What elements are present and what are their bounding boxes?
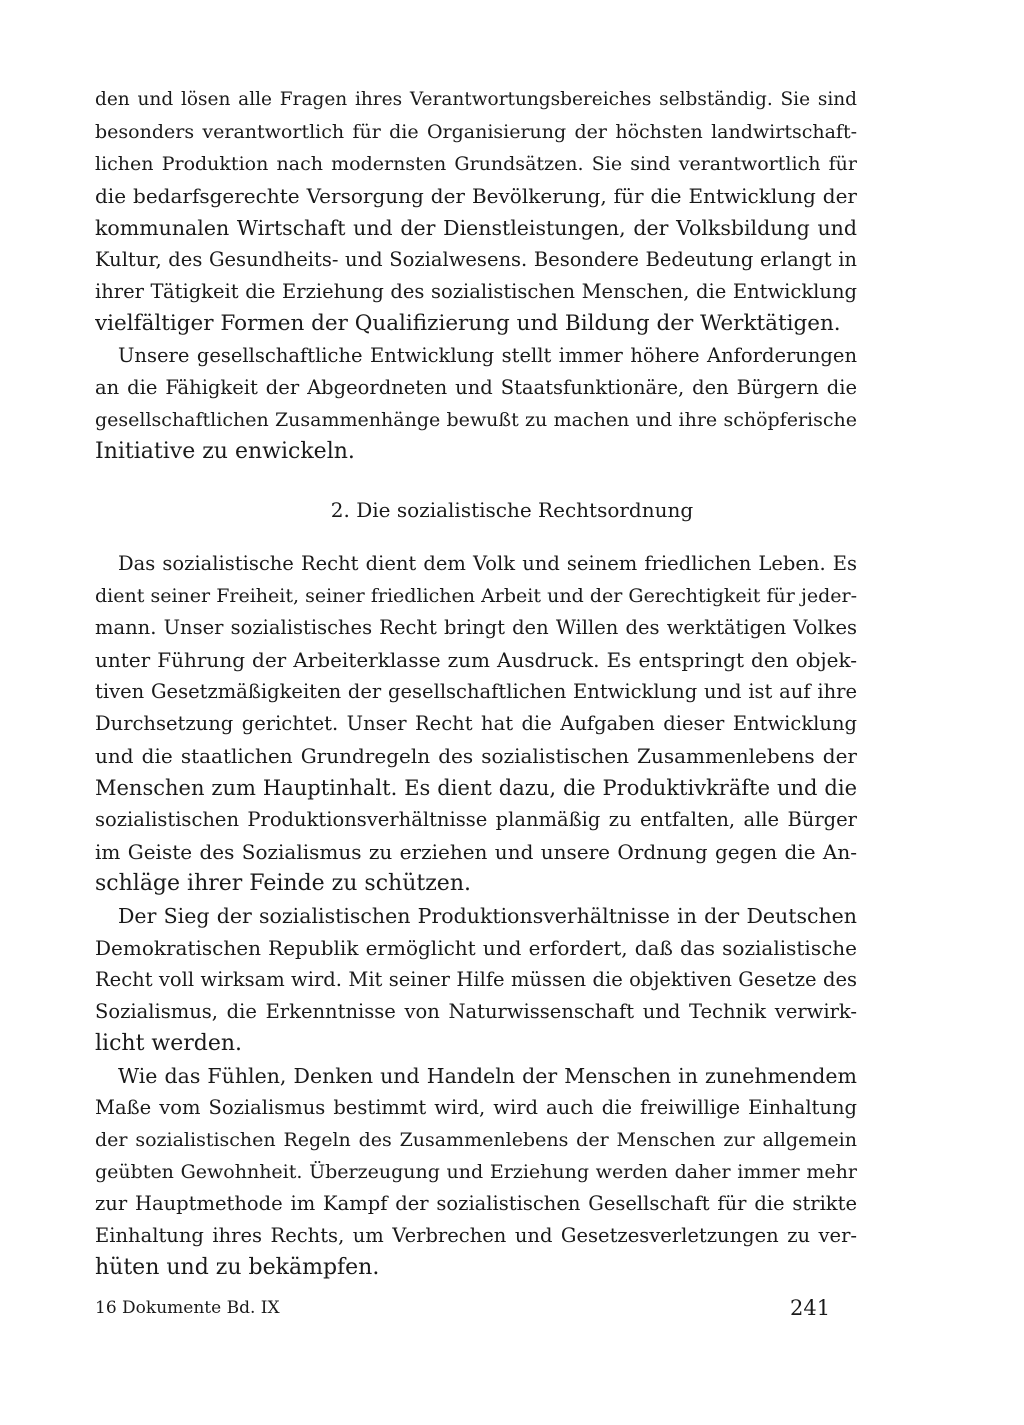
text-line: im Geiste des Sozialismus zu erziehen und unsere Ordnung gegen die An- — [95, 840, 857, 864]
text-line: Durchsetzung gerichtet. Unser Recht hat die Aufgaben dieser Entwicklung — [95, 712, 857, 735]
text-line: zur Hauptmethode im Kampf der sozialistischen Gesellschaft für die strikte — [95, 1192, 857, 1215]
text-line: Das sozialistische Recht dient dem Volk und seinem friedlichen Leben. Es — [118, 552, 857, 575]
text-line: Einhaltung ihres Rechts, um Verbrechen und Gesetzesverletzungen zu ver- — [95, 1224, 857, 1247]
text-line: Sozialismus, die Erkenntnisse von Naturwissenschaft und Technik verwirk- — [95, 1000, 857, 1023]
text-line: Recht voll wirksam wird. Mit seiner Hilfe müssen die objektiven Gesetze des — [95, 968, 857, 991]
text-line: geübten Gewohnheit. Überzeugung und Erziehung werden daher immer mehr — [95, 1161, 857, 1183]
text-line: mann. Unser sozialistisches Recht bringt den Willen des werktätigen Volkes — [95, 616, 857, 639]
text-line: und die staatlichen Grundregeln des sozialistischen Zusammenlebens der — [95, 744, 857, 768]
text-line: der sozialistischen Regeln des Zusammenlebens der Menschen zur allgemein — [95, 1129, 857, 1151]
text-line: licht werden. — [95, 1031, 243, 1056]
text-line: dient seiner Freiheit, seiner friedlichen Arbeit und der Gerechtigkeit für jeder- — [95, 585, 857, 607]
text-line: lichen Produktion nach modernsten Grundsätzen. Sie sind verantwortlich für — [95, 153, 857, 175]
text-line: Der Sieg der sozialistischen Produktionsverhältnisse in der Deutschen — [118, 904, 857, 928]
text-line: Kultur, des Gesundheits- und Sozialwesens. Besondere Bedeutung erlangt in — [95, 248, 857, 271]
text-line: die bedarfsgerechte Versorgung der Bevölkerung, für die Entwicklung der — [95, 184, 857, 208]
text-line: Initiative zu enwickeln. — [95, 439, 355, 464]
text-line: Unsere gesellschaftliche Entwicklung stellt immer höhere Anforderungen — [118, 344, 857, 367]
text-line: unter Führung der Arbeiterklasse zum Ausdruck. Es entspringt den objek- — [95, 648, 857, 672]
text-line: Maße vom Sozialismus bestimmt wird, wird auch die freiwillige Einhaltung — [95, 1096, 857, 1119]
text-line: tiven Gesetzmäßigkeiten der gesellschaftlichen Entwicklung und ist auf ihre — [95, 680, 857, 703]
text-line: ihrer Tätigkeit die Erziehung des sozialistischen Menschen, die Entwicklung — [95, 280, 857, 303]
text-line: besonders verantwortlich für die Organisierung der höchsten landwirtschaft- — [95, 121, 857, 143]
text-line: Menschen zum Hauptinhalt. Es dient dazu, die Produktivkräfte und die — [95, 776, 857, 800]
printer-signature: 16 Dokumente Bd. IX — [95, 1298, 280, 1318]
text-line: den und lösen alle Fragen ihres Verantwortungsbereiches selbständig. Sie sind — [95, 89, 857, 110]
text-line: an die Fähigkeit der Abgeordneten und Staatsfunktionäre, den Bürgern die — [95, 376, 857, 399]
text-line: vielfältiger Formen der Qualifizierung und Bildung der Werktätigen. — [95, 311, 841, 336]
text-line: gesellschaftlichen Zusammenhänge bewußt zu machen und ihre schöpferische — [95, 409, 857, 431]
text-line: schläge ihrer Feinde zu schützen. — [95, 871, 471, 896]
section-heading: 2. Die sozialistische Rechtsordnung — [330, 498, 694, 522]
text-line: Wie das Fühlen, Denken und Handeln der Menschen in zunehmendem — [118, 1064, 857, 1088]
text-line: sozialistischen Produktionsverhältnisse planmäßig zu entfalten, alle Bürger — [95, 808, 857, 831]
page-number: 241 — [790, 1296, 831, 1320]
text-line: kommunalen Wirtschaft und der Dienstleistungen, der Volksbildung und — [95, 216, 857, 240]
text-line: Demokratischen Republik ermöglicht und erfordert, daß das sozialistische — [95, 936, 857, 960]
text-line: hüten und zu bekämpfen. — [95, 1255, 380, 1280]
